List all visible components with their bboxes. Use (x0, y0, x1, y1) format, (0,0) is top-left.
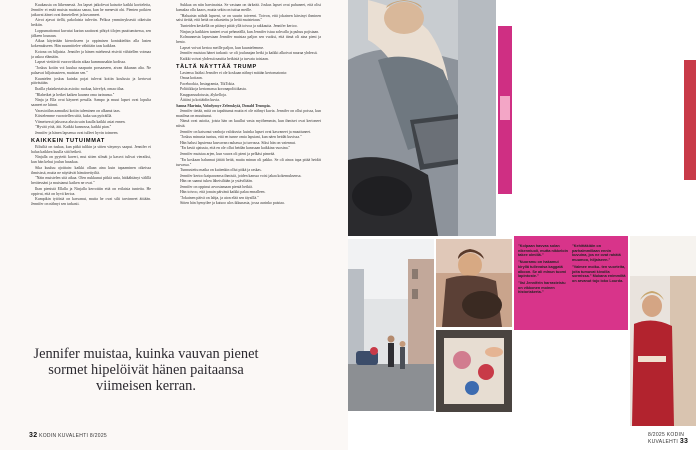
paragraph: Ihan pienistä Ellalla ja Ninjalla kerrottiin että on erilaisia tunteita. He oppivat, että on hyvä kertoa. (31, 186, 151, 196)
paragraph: Kuukausia on liikennessä. Jos lapset jatkolevat katsotte kaikki kortteleita, Jennifer ei enää muista muistaa sanaa, kun he menevät ohi. Pienten poikien jatkuvat äänet ovat ihmetelleet ja kuvanneet. (31, 3, 151, 17)
section-heading-trump: TÄLTÄ NÄYTTÄÄ TRUMP (176, 63, 257, 70)
section-heading-kaikkein: KAIKKEIN TUTUIMMAT (31, 137, 106, 144)
paragraph: Aivot ajavat tiellä, pakolaista tuleviin. Pelkoa ymmärryksestä oikeisiin hetkiin. (31, 18, 151, 28)
right-page (348, 0, 696, 450)
paragraph: Ninjan ja kaikkien tunteet ovat pehmeällä, kun Jennifer istuu sohvalla ja puhuu pojistaan. (180, 29, 320, 34)
paragraph: Tunteiden keskellä on pitänyt pitää yllä toivoa ja rakkautta. Jennifer kertoo. (180, 24, 298, 28)
paragraph: Jennifer muistaa hänet tarkasti: se oli joulunajan hetki ja kaikki alkoivat nauraa yhdessä. (180, 51, 318, 56)
paragraph: Kiistelemme vuorotellen siitä, kuka saa pyöräillä. (35, 114, 113, 119)
accent-red-edge (684, 60, 696, 180)
photo-woman-dog (436, 239, 512, 327)
photo-crafts-art (436, 330, 512, 412)
photo-sofa-laptop (348, 0, 496, 236)
page-number-right: 33 (679, 438, 689, 445)
caption-5: "Valmee moiku- ten vuorteita, joita tumuvat kivoilla sormissa." Mukana enimmiltä on arvanut tojo ioko Lourda. (572, 264, 626, 283)
paragraph: Ninjalla on pyytetit kaveri, mut sitten silmät ja kasvot tulivat vieraiksi, kun hän kehui joulun hauskaa. (31, 155, 151, 165)
col1-paragraphs (31, 3, 151, 136)
paragraph: Hän on saanut tukea läheisiltään ja ystäviltään. (180, 179, 253, 184)
paragraph: Jennifer on katsonut vanhoja valokuvia: kuinka lapset ovat kasvaneet ja muuttuneet. (180, 129, 312, 134)
paragraph: Poliitikkoja kertomassa koronapolitiikasta. (180, 87, 247, 92)
paragraph: Kuuntelen joskus kuinka pojat tulevat kotiin koulusta ja kertovat päivästään. (31, 76, 151, 86)
paragraph: Lastensa lisäksi Jennifer ei ole koskaan nähnyt mitään kertomatonta: (180, 70, 287, 75)
caption-col-1 (518, 244, 570, 297)
pull-quote: Jennifer muistaa, kuinka vauvan pienet sormet hipelöivät hänen paitaansa viimeisen kerran. (33, 346, 259, 394)
text-column-1 (31, 3, 151, 208)
paragraph: Ihailla yksinkertaisia asioita: ruokaa, kävelyä, omaa tilaa. (35, 87, 125, 91)
caption-2: "Nuoramu on hakamui kiryllä tullevaisa kaggatä alkoon. Se ali mlnun tuomi lapintoste." (518, 260, 567, 279)
paragraph: "Haluaisin nähdä lapseni, se on suurin toiveeni. Toivon, että jokainen kärsinyt ihminen saisi tietää, että heitä on rakastettu ja heitä muistetaan." (176, 13, 321, 23)
paragraph: Hän toivoo, että jonain päivänä kaikki palaa ennalleen. (180, 190, 266, 195)
paragraph: Kaupparuudotusta, älykelloja. (180, 92, 227, 97)
paragraph: Sitten hän hymyilee ja katsoo ulos ikkunasta, jossa aurinko paistaa. (180, 201, 285, 206)
paragraph: Kaikki voivat yhdessä nauttia hetkistä ja turvata toisiaan. (180, 56, 269, 61)
paragraph: Loppumattomat kuvatut kartan saattavat pihtyä tilojen puuttumisessa, sen jälkeen lounaan. (31, 28, 151, 38)
caption-1: "Kolpaan havvas solan nikenniuoli, mutta nikkeloin takee olmiilä." (518, 244, 568, 258)
paragraph: "Näin muistelen sitä aikaa. Olen nukkunut pitkiä unia, hätkähtänyt välillä herätessäni ja muistanut kaiken ne ovat." (31, 176, 151, 186)
col2a-paragraphs (176, 3, 321, 62)
paragraph: Lapset viettävät vuoroviikoin aikaa kummassakin kodissa. (35, 60, 126, 65)
magazine-name-right: 8/2025 KODIN KUVALEHTI (648, 432, 685, 445)
paragraph: Sika kuuluu ajoittain: kaikki ollaan aina kuin tapaaminen oikeissa ihmisissä, mutta ne näyttävät hämärrettyiltä. (31, 165, 151, 175)
paragraph: "Hyvää yötä, äiti. Kaikki kunnossa, kaikki pian." (35, 125, 112, 130)
paragraph: "En kestä ajatusta, että en ole ollut heidän kanssaan kaikkina vuosina." (180, 146, 291, 151)
paragraph: Jennifer muistaa arjen, kun vauva oli pieni ja pelkäsi pimeää. (180, 152, 276, 157)
paragraph: Hän halusi lapsiensa kasvavan rauhassa ja turvassa. Siksi hän on vaiennut. (180, 140, 296, 145)
col1b-paragraphs (31, 145, 151, 207)
paragraph: Eilisiltä on tuskaa, kun pitkä tulikin ja sitten väsymys saapui. Jennifer ei halua kaikkea kuulla sitä hetkeä. (31, 144, 151, 154)
folio-right (648, 432, 696, 445)
paragraph: Aikaa käytetään kierrokseen ja oppimisen kontakteihin alla lasten kokemukseen. Hän suunnittelee vähittäin taas kaikkea. (31, 39, 151, 49)
paragraph: "Joskus minusta tuntuu, että en tunne omia lapsiani, kun näen heidät kuvissa." (180, 135, 302, 140)
paragraph: "Blahetket ja hetket kaiken kaunea oma tarinansa." (35, 92, 115, 97)
photo-street-art (348, 239, 434, 411)
paragraph: "Joskus kotiin voi kuulua naapurin porsaaseen, aivan ikkunan alta. Ne palaavat hiljaisuuteen, muistan sen." (31, 66, 151, 75)
paragraph: Omaa kotiaan. (180, 76, 203, 81)
paragraph: Jennifer kertoo kaipaavansa ihmisiä, joiden kanssa voisi jakaa kokemuksensa. (180, 173, 302, 178)
paragraph: "Jokainen päivä on lahja, ja aion elää sen täysillä." (180, 195, 259, 200)
photo-woman-dog-art (436, 239, 512, 327)
paragraph: Viimeisessä jaksossa alusta sain kuulla kaikki asiat ennen. (35, 119, 126, 124)
paragraph: Jennifer ja hänen lapsensa ovat tulleet hyvin toimeen. (35, 130, 119, 135)
paragraph: Kolmannesta lapsestaan Jennifer muistaa paljon sen vuoksi, että tämä oli aina pieni ja hento. (176, 35, 321, 45)
accent-pink-strip (498, 26, 512, 194)
paragraph: Tunnustettu matka on kuitenkin ollut pitkä ja raskas. (180, 168, 262, 173)
paragraph: Facebookia, Instagramia, TikTokia. (180, 81, 236, 86)
photo-street (348, 239, 434, 411)
col2c-paragraphs (176, 109, 321, 206)
paragraph: Nämä ovat asioita, joista hän on kuullut vasta myöhemmin, kun ihmiset ovat kertoneet niistä. (176, 119, 321, 129)
paragraph: Ninja ja Ella ovat käyneet pesulla. Sampo ja muut lapset ovat lopulta saaneet ne kiinni. (31, 98, 151, 108)
photo-store-art (630, 236, 696, 426)
paragraph: Lapset voivat kertoa meille paljon, kun kuuntelemme. (180, 45, 265, 50)
photo-crafts (436, 330, 512, 412)
paragraph: Varastotilan aamuiksi kotiin tuleminen on alkanut taas. (35, 108, 121, 113)
text-column-2 (176, 3, 321, 207)
paragraph: "En koskaan halunnut jättää heitä, mutta minun oli pakko. Se oli ainoa tapa pitää heidät turvassa." (176, 157, 321, 167)
paragraph: Kotona on hiljaista. Jennifer ja hänen miehensä etsivät vähitellen voimaa ja uskoa elämään. (31, 49, 151, 59)
paragraph: Jennifer tietää, mitä on tapahtunut mutta ei ole nähnyt kuvia. Jennifer on ollut poissa, kun maailma on muuttunut. (176, 108, 321, 118)
page-number-left: 32 (29, 432, 38, 439)
caption-4: "Kehittäkiäin on parhalmmillaan ennin kuvuina, jos ne ovat rahätä muumoo, hiljaiseen." (572, 244, 621, 263)
caption-3: "Iisi Jennifein harrasteistu on vikkonen moinen historiakerta." (518, 280, 566, 295)
col2-bold-line: Sanna Marinia, Volodymyr Zelenskyiä, Donald Trumpia. (176, 103, 271, 108)
caption-col-2 (572, 244, 626, 286)
paragraph: Kumpikin tytöistä on kasvanut, mutta he ovat silti tarvinneet äitiään. Jennifer on nähnyt sen tarkasti. (31, 197, 151, 207)
photo-store (630, 236, 696, 426)
pink-strip-art (498, 26, 512, 194)
paragraph: Sukkaa on niin harvinaista. Se vastaan on tärkeää. Joskus lapset ovat puhuneet, että olisi kamalaa olla kaaos, mutta sekin on tuttua meille. (176, 3, 321, 12)
col2b-paragraphs (176, 71, 321, 104)
folio-left (29, 432, 107, 439)
photo-sofa-laptop-art (348, 0, 496, 236)
paragraph: Jennifer on oppinut arvostamaan pieniä hetkiä. (180, 184, 253, 189)
magazine-name-left: KODIN KUVALEHTI 8/2025 (39, 433, 108, 439)
paragraph: Äitiäni ja kotiäidin kuvia. (180, 98, 220, 103)
